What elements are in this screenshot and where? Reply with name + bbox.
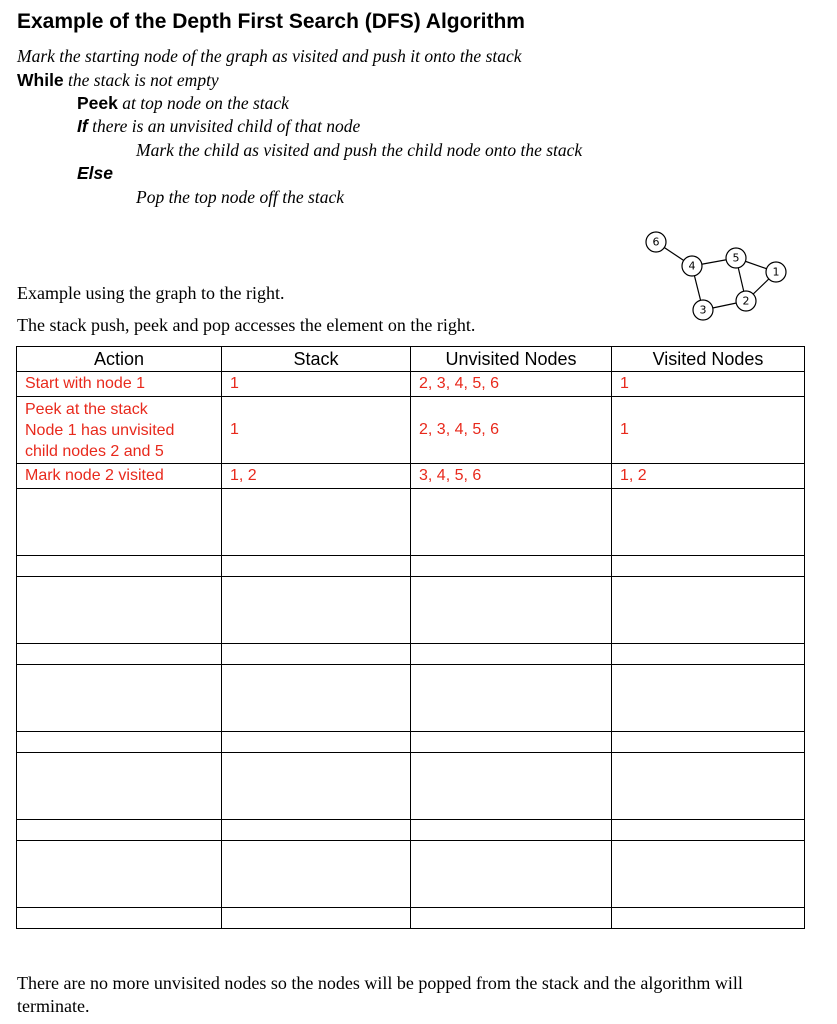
algo-step-mark-start-text: Mark the starting node of the graph as visited and push it onto the stack bbox=[17, 46, 522, 66]
cell-empty[interactable] bbox=[411, 841, 612, 908]
cell-empty[interactable] bbox=[17, 732, 222, 753]
cell-unvisited[interactable]: 3, 4, 5, 6 bbox=[411, 464, 612, 489]
if-keyword: If bbox=[77, 116, 88, 136]
footer-note: There are no more unvisited nodes so the nodes will be popped from the stack and the algorithm will terminate. bbox=[17, 973, 743, 1016]
algo-while bbox=[17, 70, 219, 91]
table-row-empty bbox=[17, 556, 805, 577]
graph-diagram bbox=[640, 226, 800, 326]
cell-empty[interactable] bbox=[222, 908, 411, 929]
cell-action[interactable]: Mark node 2 visited bbox=[17, 464, 222, 489]
if-condition: there is an unvisited child of that node bbox=[92, 116, 361, 136]
graph-node-3 bbox=[693, 300, 713, 320]
table-row-empty bbox=[17, 820, 805, 841]
intro-graph-ref: Example using the graph to the right. bbox=[17, 283, 285, 303]
cell-unvisited[interactable]: 2, 3, 4, 5, 6 bbox=[411, 372, 612, 397]
cell-empty[interactable] bbox=[411, 489, 612, 556]
cell-empty[interactable] bbox=[612, 732, 805, 753]
table-row bbox=[17, 464, 805, 489]
cell-visited[interactable]: 1, 2 bbox=[612, 464, 805, 489]
cell-stack[interactable]: 1, 2 bbox=[222, 464, 411, 489]
algo-pop bbox=[136, 187, 344, 208]
table-row-empty bbox=[17, 577, 805, 644]
table-row bbox=[17, 372, 805, 397]
cell-unvisited[interactable]: 2, 3, 4, 5, 6 bbox=[411, 397, 612, 464]
cell-empty[interactable] bbox=[612, 665, 805, 732]
header-visited: Visited Nodes bbox=[612, 347, 805, 372]
table-row-empty bbox=[17, 665, 805, 732]
cell-visited[interactable]: 1 bbox=[612, 397, 805, 464]
pop-text: Pop the top node off the stack bbox=[136, 187, 345, 207]
table-row-empty bbox=[17, 489, 805, 556]
cell-empty[interactable] bbox=[17, 644, 222, 665]
cell-empty[interactable] bbox=[222, 577, 411, 644]
algo-step-mark-start bbox=[17, 46, 522, 67]
cell-empty[interactable] bbox=[222, 489, 411, 556]
cell-empty[interactable] bbox=[17, 841, 222, 908]
table-row bbox=[17, 397, 805, 464]
graph-node-2-label: 2 bbox=[742, 294, 750, 308]
cell-empty[interactable] bbox=[612, 908, 805, 929]
header-stack: Stack bbox=[222, 347, 411, 372]
cell-empty[interactable] bbox=[17, 489, 222, 556]
table-row-empty bbox=[17, 841, 805, 908]
graph-node-5-label: 5 bbox=[732, 251, 740, 265]
cell-action-line: Peek at the stack bbox=[25, 400, 148, 418]
cell-empty[interactable] bbox=[411, 577, 612, 644]
cell-empty[interactable] bbox=[222, 820, 411, 841]
cell-visited[interactable]: 1 bbox=[612, 372, 805, 397]
intro-stack-note: The stack push, peek and pop accesses the element on the right. bbox=[17, 315, 476, 335]
dfs-trace-table bbox=[16, 346, 805, 929]
cell-empty[interactable] bbox=[612, 644, 805, 665]
cell-empty[interactable] bbox=[17, 908, 222, 929]
cell-empty[interactable] bbox=[411, 665, 612, 732]
cell-empty[interactable] bbox=[17, 820, 222, 841]
table-row-empty bbox=[17, 732, 805, 753]
cell-empty[interactable] bbox=[411, 753, 612, 820]
cell-empty[interactable] bbox=[411, 556, 612, 577]
cell-empty[interactable] bbox=[411, 908, 612, 929]
cell-empty[interactable] bbox=[411, 820, 612, 841]
graph-node-2 bbox=[736, 291, 756, 311]
cell-empty[interactable] bbox=[222, 732, 411, 753]
cell-empty[interactable] bbox=[411, 644, 612, 665]
peek-text: at top node on the stack bbox=[122, 93, 289, 113]
algo-peek bbox=[77, 93, 289, 114]
cell-action-line: child nodes 2 and 5 bbox=[25, 442, 164, 460]
header-unvisited: Unvisited Nodes bbox=[411, 347, 612, 372]
algo-if bbox=[77, 116, 360, 137]
else-keyword: Else bbox=[77, 163, 113, 183]
page-title: Example of the Depth First Search (DFS) Algorithm bbox=[17, 10, 525, 33]
table-row-empty bbox=[17, 753, 805, 820]
cell-empty[interactable] bbox=[612, 577, 805, 644]
cell-empty[interactable] bbox=[612, 753, 805, 820]
header-action: Action bbox=[17, 347, 222, 372]
cell-action[interactable] bbox=[17, 397, 222, 464]
cell-stack[interactable]: 1 bbox=[222, 372, 411, 397]
cell-empty[interactable] bbox=[411, 732, 612, 753]
while-keyword: While bbox=[17, 70, 64, 90]
cell-empty[interactable] bbox=[222, 753, 411, 820]
while-condition: the stack is not empty bbox=[68, 70, 219, 90]
then-text: Mark the child as visited and push the child node onto the stack bbox=[136, 140, 583, 160]
cell-empty[interactable] bbox=[17, 665, 222, 732]
table-header-row bbox=[17, 347, 805, 372]
algo-then bbox=[136, 140, 582, 161]
cell-empty[interactable] bbox=[612, 820, 805, 841]
graph-node-5 bbox=[726, 248, 746, 268]
cell-empty[interactable] bbox=[612, 489, 805, 556]
graph-node-1-label: 1 bbox=[772, 265, 780, 279]
graph-node-4 bbox=[682, 256, 702, 276]
cell-empty[interactable] bbox=[17, 577, 222, 644]
cell-stack[interactable]: 1 bbox=[222, 397, 411, 464]
cell-empty[interactable] bbox=[222, 644, 411, 665]
graph-node-1 bbox=[766, 262, 786, 282]
cell-action[interactable]: Start with node 1 bbox=[17, 372, 222, 397]
graph-node-4-label: 4 bbox=[688, 259, 696, 273]
cell-empty[interactable] bbox=[222, 841, 411, 908]
cell-empty[interactable] bbox=[222, 556, 411, 577]
graph-node-6 bbox=[646, 232, 666, 252]
cell-action-line: Node 1 has unvisited bbox=[25, 421, 175, 439]
cell-empty[interactable] bbox=[612, 556, 805, 577]
cell-empty[interactable] bbox=[17, 753, 222, 820]
cell-empty[interactable] bbox=[612, 841, 805, 908]
cell-empty[interactable] bbox=[222, 665, 411, 732]
graph-node-6-label: 6 bbox=[652, 235, 660, 249]
graph-node-3-label: 3 bbox=[699, 303, 707, 317]
table-row-empty bbox=[17, 908, 805, 929]
algo-else bbox=[77, 163, 113, 184]
peek-keyword: Peek bbox=[77, 93, 118, 113]
table-row-empty bbox=[17, 644, 805, 665]
cell-empty[interactable] bbox=[17, 556, 222, 577]
